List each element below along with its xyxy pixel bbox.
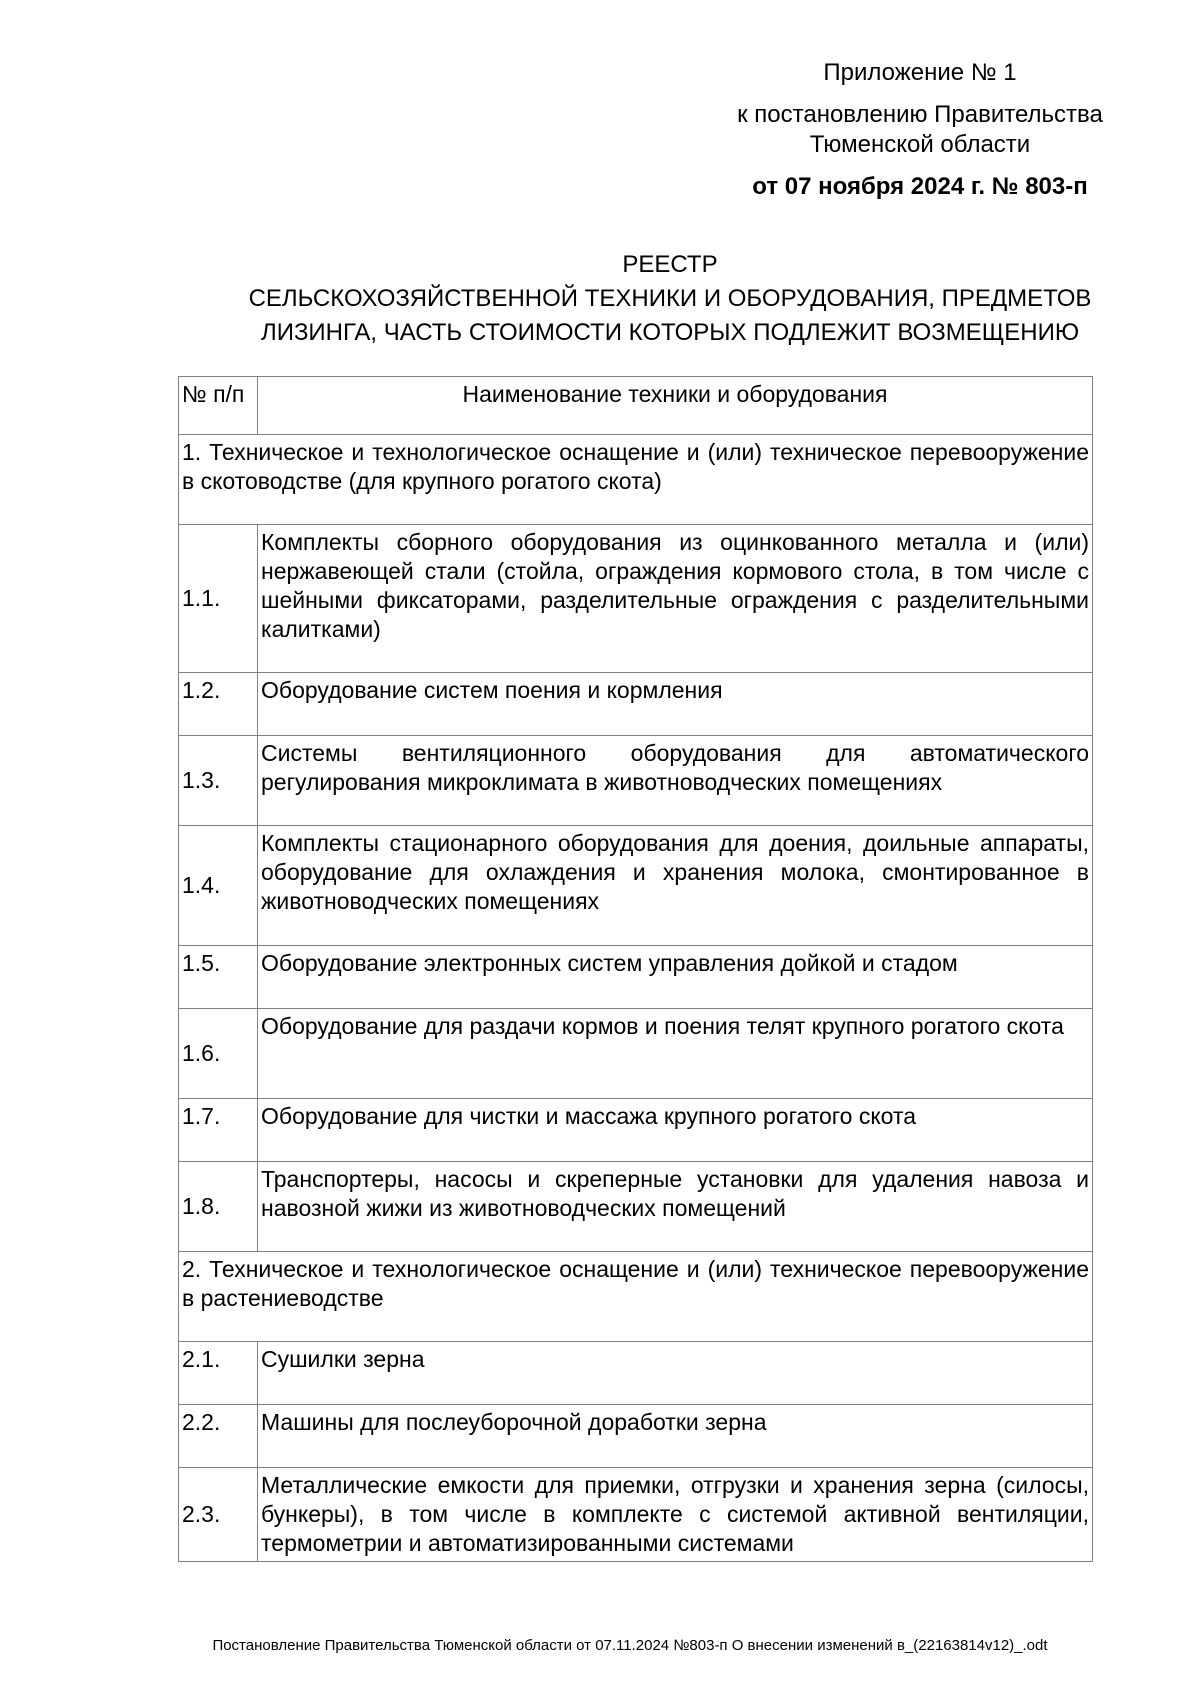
row-equipment-name: Оборудование для чистки и массажа крупного рогатого скота <box>258 1099 1093 1162</box>
row-number: 1.3. <box>179 736 258 826</box>
table-row <box>179 1009 1093 1099</box>
row-number: 1.5. <box>179 946 258 1009</box>
document-title <box>200 248 1140 350</box>
row-number: 1.4. <box>179 826 258 946</box>
row-equipment-name: Машины для послеуборочной доработки зерна <box>258 1405 1093 1468</box>
section-1-title: 1. Техническое и технологическое оснащение и (или) техническое перевооружение в скотоводстве (для крупного рогатого скота) <box>179 435 1093 525</box>
table-row <box>179 1405 1093 1468</box>
row-number: 1.8. <box>179 1162 258 1252</box>
resolution-line-2: Тюменской области <box>809 131 1031 158</box>
table-row <box>179 826 1093 946</box>
resolution-line-1: к постановлению Правительства <box>737 101 1103 128</box>
resolution-reference <box>700 100 1140 160</box>
row-number: 1.6. <box>179 1009 258 1099</box>
title-line-1: РЕЕСТР <box>622 251 718 278</box>
row-equipment-name: Оборудование электронных систем управления дойкой и стадом <box>258 946 1093 1009</box>
table-row <box>179 1342 1093 1405</box>
row-equipment-name: Оборудование систем поения и кормления <box>258 673 1093 736</box>
section-2-title: 2. Техническое и технологическое оснащение и (или) техническое перевооружение в растениеводстве <box>179 1252 1093 1342</box>
title-line-3: ЛИЗИНГА, ЧАСТЬ СТОИМОСТИ КОТОРЫХ ПОДЛЕЖИТ ВОЗМЕЩЕНИЮ <box>260 319 1080 346</box>
table-row <box>179 736 1093 826</box>
row-number: 2.1. <box>179 1342 258 1405</box>
row-number: 1.7. <box>179 1099 258 1162</box>
row-equipment-name: Металлические емкости для приемки, отгрузки и хранения зерна (силосы, бункеры), в том числе в комплекте с системой активной вентиляции, термометрии и автоматизированными системами <box>258 1468 1093 1562</box>
row-number: 2.2. <box>179 1405 258 1468</box>
table-header-row <box>179 377 1093 435</box>
row-equipment-name: Сушилки зерна <box>258 1342 1093 1405</box>
table-row <box>179 1099 1093 1162</box>
row-equipment-name: Системы вентиляционного оборудования для автоматического регулирования микроклимата в животноводческих помещениях <box>258 736 1093 826</box>
table-row <box>179 673 1093 736</box>
row-equipment-name: Комплекты стационарного оборудования для доения, доильные аппараты, оборудование для охлаждения и хранения молока, смонтированное в животноводческих помещениях <box>258 826 1093 946</box>
column-header-number: № п/п <box>179 377 258 435</box>
resolution-date: от 07 ноября 2024 г. № 803-п <box>752 173 1088 200</box>
title-line-2: СЕЛЬСКОХОЗЯЙСТВЕННОЙ ТЕХНИКИ И ОБОРУДОВАНИЯ, ПРЕДМЕТОВ <box>248 285 1092 312</box>
row-equipment-name: Комплекты сборного оборудования из оцинкованного металла и (или) нержавеющей стали (стойла, ограждения кормового стола, в том числе с шейными фиксаторами, разделительные ограждения с разделительными калитками) <box>258 525 1093 673</box>
row-number: 1.2. <box>179 673 258 736</box>
appendix-number: Приложение № 1 <box>823 59 1017 86</box>
row-number: 2.3. <box>179 1468 258 1562</box>
document-footer: Постановление Правительства Тюменской области от 07.11.2024 №803-п О внесении изменений в_(22163814v12)_.odt <box>212 1637 1048 1654</box>
section-row <box>179 435 1093 525</box>
table-row <box>179 1162 1093 1252</box>
table-row <box>179 946 1093 1009</box>
section-row <box>179 1252 1093 1342</box>
table-row <box>179 525 1093 673</box>
registry-table <box>178 376 1093 1562</box>
row-equipment-name: Оборудование для раздачи кормов и поения телят крупного рогатого скота <box>258 1009 1093 1099</box>
table-row <box>179 1468 1093 1562</box>
row-equipment-name: Транспортеры, насосы и скреперные установки для удаления навоза и навозной жижи из животноводческих помещений <box>258 1162 1093 1252</box>
row-number: 1.1. <box>179 525 258 673</box>
column-header-name: Наименование техники и оборудования <box>258 377 1093 435</box>
